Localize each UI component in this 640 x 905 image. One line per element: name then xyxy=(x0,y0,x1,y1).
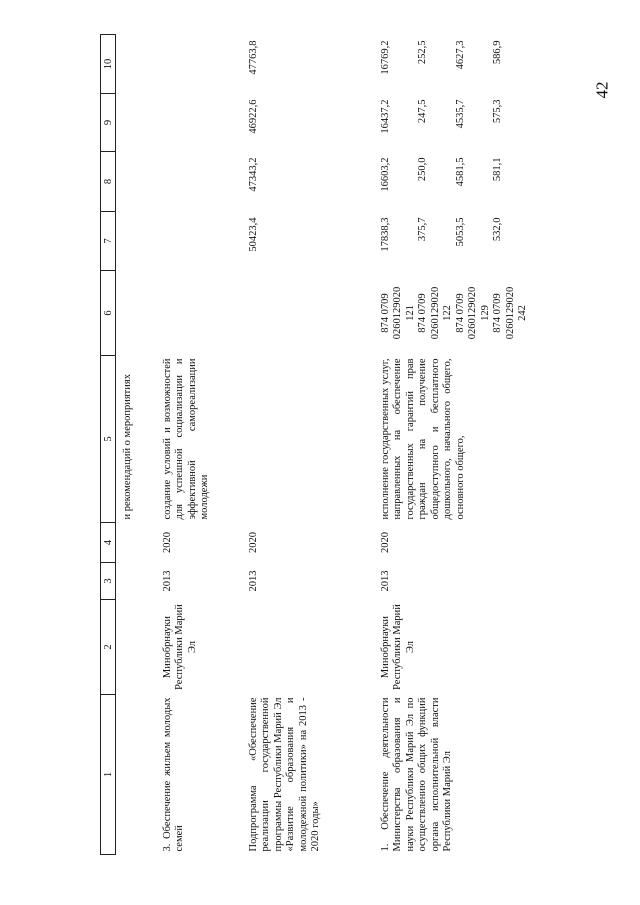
cell-name xyxy=(116,695,156,855)
value-9: 4535,7 xyxy=(454,99,466,129)
value-7: 375,7 xyxy=(417,217,428,242)
code-target: 0260129020 xyxy=(392,286,403,340)
value-10: 4627,3 xyxy=(454,40,466,70)
cell-name: Подпрограмма «Обеспечение реализации государственной программы Республики Марий Эл «Развитие образования и молодежной политики» на 2013 - 2020 годы» xyxy=(247,697,321,852)
cell-value-7 xyxy=(116,212,156,271)
column-header-8: 8 xyxy=(101,152,116,212)
cell-start-year: 2013 xyxy=(247,570,259,592)
cell-value-8: 47343,2 xyxy=(247,157,259,192)
code-entry xyxy=(492,274,530,353)
code-section: 874 0709 xyxy=(379,293,391,333)
value-10: 586,9 xyxy=(492,40,503,65)
cell-value-9 xyxy=(156,94,242,152)
value-7: 5053,5 xyxy=(454,217,466,247)
cell-name: 3. Обеспечение жильем молодых семей xyxy=(161,697,185,852)
cell-start-year: 2013 xyxy=(161,570,173,592)
cell-values-8 xyxy=(374,152,532,212)
table-row xyxy=(374,35,532,855)
cell-value-10: 47763,8 xyxy=(247,40,259,75)
column-header-6: 6 xyxy=(101,271,116,356)
value-9: 575,3 xyxy=(492,99,503,124)
column-header-10: 10 xyxy=(101,35,116,94)
cell-value-7: 50423,4 xyxy=(247,217,259,252)
cell-description xyxy=(242,356,374,523)
cell-value-8 xyxy=(116,152,156,212)
cell-end-year xyxy=(116,523,156,563)
code-section: 874 0709 xyxy=(417,293,428,333)
value-8: 16603,2 xyxy=(379,157,391,192)
value-7: 532,0 xyxy=(492,217,503,242)
cell-values-7 xyxy=(374,212,532,271)
column-header-2: 2 xyxy=(101,600,116,695)
page-number-text: 42 xyxy=(592,81,611,99)
column-header-9: 9 xyxy=(101,94,116,152)
code-section: 874 0709 xyxy=(492,293,503,333)
value-8: 581,1 xyxy=(492,157,503,182)
table-row xyxy=(116,35,156,855)
cell-values-9 xyxy=(374,94,532,152)
cell-description: и рекомендаций о мероприятиях xyxy=(122,374,133,520)
value-7: 17838,3 xyxy=(379,217,391,252)
code-section: 874 0709 xyxy=(454,293,466,333)
cell-name: 1. Обеспечение деятельности Министерства образования и науки Республики Марий Эл по осуществлению общих функций органа исполнительной власти Республики Марий Эл xyxy=(379,697,453,852)
column-header-5: 5 xyxy=(101,356,116,523)
code-target: 0260129020 xyxy=(429,286,441,340)
column-header-7: 7 xyxy=(101,212,116,271)
cell-executor: Минобрнауки Республики Марий Эл xyxy=(379,604,416,690)
cell-code xyxy=(116,271,156,356)
rotated-table-area xyxy=(100,35,530,855)
cell-executor xyxy=(116,600,156,695)
cell-value-10 xyxy=(116,35,156,94)
value-8: 250,0 xyxy=(417,157,428,182)
code-entry xyxy=(417,274,455,353)
column-header-4: 4 xyxy=(101,523,116,563)
cell-end-year: 2020 xyxy=(161,532,173,553)
cell-executor: Минобрнауки Республики Марий Эл xyxy=(161,604,198,690)
code-entry xyxy=(380,274,418,353)
page-number xyxy=(582,60,622,120)
table-row xyxy=(242,35,374,855)
cell-value-9 xyxy=(116,94,156,152)
cell-end-year: 2020 xyxy=(379,532,391,553)
value-9: 247,5 xyxy=(417,99,428,124)
code-target: 0260129020 xyxy=(467,286,478,340)
cell-start-year: 2013 xyxy=(379,570,391,592)
code-target: 0260129020 xyxy=(504,286,516,340)
cell-code-list xyxy=(374,271,532,356)
column-number-row xyxy=(101,35,116,855)
value-10: 252,5 xyxy=(417,40,428,65)
cell-end-year: 2020 xyxy=(247,532,259,553)
cell-value-10 xyxy=(156,35,242,94)
cell-values-10 xyxy=(374,35,532,94)
value-8: 4581,5 xyxy=(454,157,466,187)
cell-description: исполнение государственных услуг, направленных на обеспечение государственных гарантий прав граждан на получение общедоступного и бесплатного дошкольного, начального общего, основного общего, xyxy=(379,358,466,520)
code-type: 129 xyxy=(479,305,491,321)
code-entry xyxy=(455,274,493,353)
cell-description: создание условий и возможностей для успешной социализации и эффективной самореализации молодежи xyxy=(161,358,210,520)
table-row xyxy=(156,35,242,855)
cell-executor xyxy=(242,600,374,695)
column-header-3: 3 xyxy=(101,563,116,600)
value-10: 16769,2 xyxy=(379,40,391,75)
column-header-1: 1 xyxy=(101,695,116,855)
code-type: 121 xyxy=(404,305,416,321)
value-9: 16437,2 xyxy=(379,99,391,134)
cell-code xyxy=(242,271,374,356)
cell-value-9: 46922,6 xyxy=(247,99,259,134)
cell-code xyxy=(156,271,242,356)
cell-start-year xyxy=(116,563,156,600)
budget-table xyxy=(100,34,532,855)
cell-value-7 xyxy=(156,212,242,271)
cell-value-8 xyxy=(156,152,242,212)
code-type: 122 xyxy=(442,305,453,321)
code-type: 242 xyxy=(517,305,528,321)
